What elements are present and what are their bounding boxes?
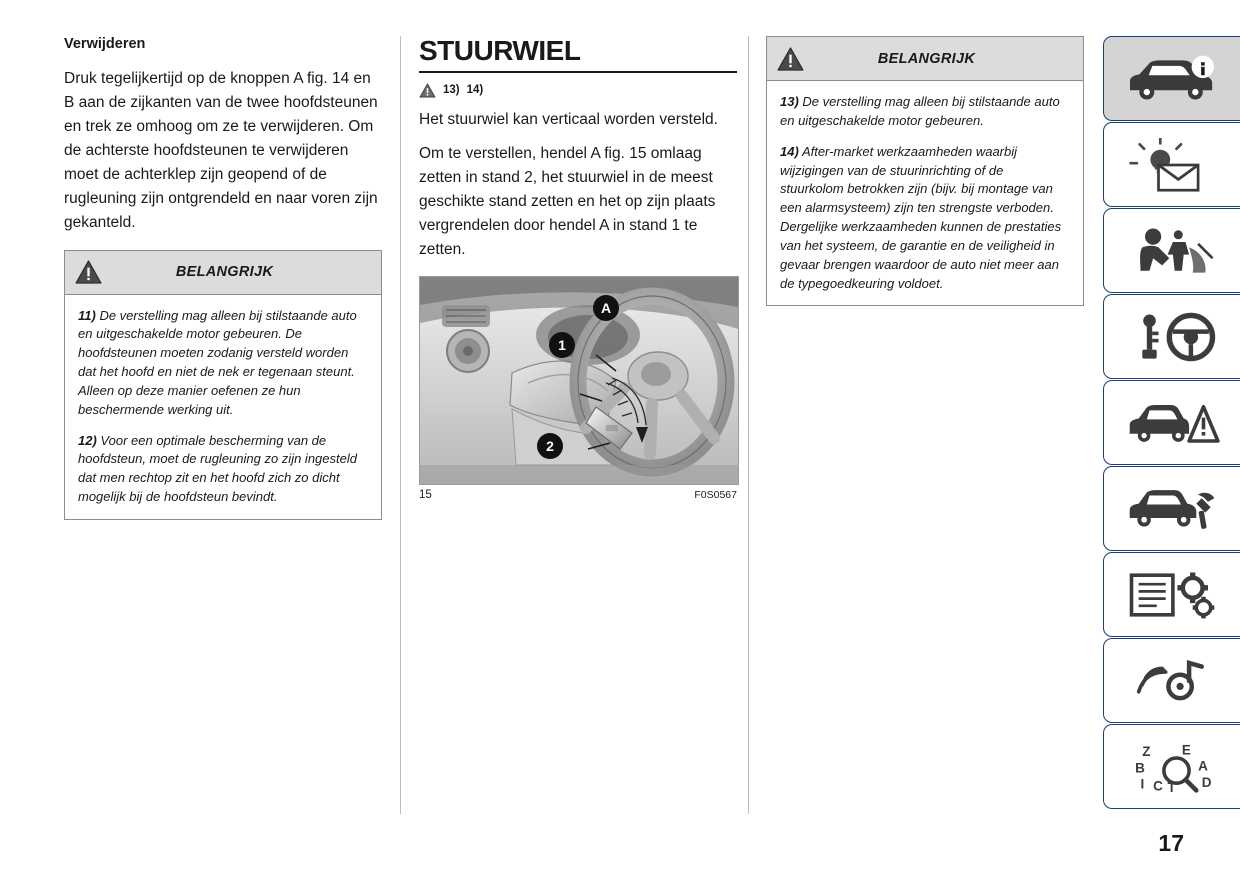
svg-text:D: D xyxy=(1201,774,1212,790)
tab-dashboard-info[interactable] xyxy=(1103,36,1240,121)
warning-lights-messages-icon xyxy=(1122,138,1222,192)
important-box-right xyxy=(766,36,1084,306)
page-title: STUURWIEL xyxy=(419,35,581,66)
warning-triangle-icon xyxy=(777,47,804,71)
tab-technical-data[interactable] xyxy=(1103,552,1240,637)
warning-reference-row xyxy=(419,83,737,98)
figure-number: 15 xyxy=(419,488,432,501)
important-box-right-header xyxy=(767,37,1083,81)
safety-occupants-icon xyxy=(1122,224,1222,278)
middle-paragraph-1: Het stuurwiel kan verticaal worden versteld. xyxy=(419,110,718,128)
car-info-icon xyxy=(1120,51,1224,107)
svg-text:E: E xyxy=(1181,741,1191,757)
note-text: De verstelling mag alleen bij stilstaande auto en uitgeschakelde motor gebeuren. De hoofdsteunen moeten zodanig versteld worden dat het hoofd en niet de nek er tegenaan steunt. Alleen op deze manier oefenen ze hun beschermende werking uit. xyxy=(78,307,357,417)
warning-ref-13: 13) xyxy=(443,84,460,97)
middle-paragraph-2: Om te verstellen, hendel A fig. 15 omlaag zetten in stand 2, het stuurwiel in de meest geschikte stand zetten en het op zijn plaats vergrendelen door hendel A in stand 1 te zetten. xyxy=(419,144,716,258)
tab-index[interactable] xyxy=(1103,724,1240,809)
right-column xyxy=(766,36,1084,306)
left-column xyxy=(64,36,382,520)
page-number: 17 xyxy=(1158,830,1184,856)
tab-emergency[interactable] xyxy=(1103,380,1240,465)
callout-2: 2 xyxy=(537,433,563,459)
callout-1: 1 xyxy=(549,332,575,358)
important-box-left-title: BELANGRIJK xyxy=(175,264,274,280)
callout-a: A xyxy=(593,295,619,321)
figure-caption xyxy=(419,489,737,501)
maintenance-care-icon xyxy=(1122,482,1222,536)
emergency-breakdown-icon xyxy=(1122,396,1222,450)
important-note xyxy=(78,432,368,507)
important-box-left-header xyxy=(65,251,381,295)
note-text: De verstelling mag alleen bij stilstaande auto en uitgeschakelde motor gebeuren. xyxy=(780,94,1060,128)
important-box-left xyxy=(64,250,382,520)
note-number: 14) xyxy=(780,143,799,159)
warning-triangle-icon xyxy=(75,260,102,284)
important-note xyxy=(780,143,1070,294)
warning-triangle-icon xyxy=(419,83,436,98)
note-text: Voor een optimale bescherming van de hoofdsteun, moet de rugleuning zo zijn ingesteld dat men rechtop zit en het hoofd zich zo dicht mogelijk bij de hoofdsteun bevindt. xyxy=(78,432,357,505)
figure-15 xyxy=(419,276,737,501)
column-divider-1 xyxy=(400,36,401,814)
important-note xyxy=(78,307,368,420)
title-rule xyxy=(419,71,737,73)
warning-ref-14: 14) xyxy=(466,84,484,97)
important-box-left-body xyxy=(65,295,381,519)
section-heading-verwijderen: Verwijderen xyxy=(64,36,146,52)
tab-multimedia[interactable] xyxy=(1103,638,1240,723)
tab-warning-lights[interactable] xyxy=(1103,122,1240,207)
section-tab-rail xyxy=(1103,36,1240,809)
note-number: 11) xyxy=(78,307,96,323)
svg-text:Z: Z xyxy=(1142,743,1151,759)
svg-text:T: T xyxy=(1167,779,1176,794)
svg-text:I: I xyxy=(1140,776,1145,792)
middle-column xyxy=(419,36,737,501)
note-number: 13) xyxy=(780,94,799,109)
note-number: 12) xyxy=(78,432,97,448)
svg-text:C: C xyxy=(1153,777,1163,793)
tab-maintenance[interactable] xyxy=(1103,466,1240,551)
technical-specifications-icon xyxy=(1122,568,1222,622)
note-text: After-market werkzaamheden waarbij wijzigingen van de stuurinrichting of de stuurkolom betrokken zijn (bijv. bij montage van een alarmsysteem) zijn ten strengste verboden. Dergelijke werkzaamheden kunnen de prestaties van het systeem, de garantie en de veiligheid in gevaar brengen waardoor de auto niet meer aan de typegoedkeuring voldoet. xyxy=(780,143,1062,291)
figure-code: F0S0567 xyxy=(694,488,737,501)
tab-starting-driving[interactable] xyxy=(1103,294,1240,379)
tab-safety[interactable] xyxy=(1103,208,1240,293)
important-note xyxy=(780,93,1070,131)
alphabetical-index-icon xyxy=(1122,740,1222,794)
svg-text:A: A xyxy=(1198,758,1208,774)
steering-wheel-adjustment-photo xyxy=(419,276,739,485)
left-body-paragraph: Druk tegelijkertijd op de knoppen A fig. 14 en B aan de zijkanten van de twee hoofdsteunen en trek ze omhoog om ze te verwijderen. Om de achterste hoofdsteunen te verwijderen moet de achterklep zijn geopend of de rugleuning zijn ontgrendeld en naar voren zijn gekanteld. xyxy=(64,70,378,232)
column-divider-2 xyxy=(748,36,749,814)
important-box-right-title: BELANGRIJK xyxy=(877,50,976,67)
svg-text:B: B xyxy=(1135,759,1145,775)
important-box-right-body xyxy=(767,81,1083,305)
multimedia-icon xyxy=(1122,654,1222,708)
starting-driving-icon xyxy=(1122,310,1222,364)
